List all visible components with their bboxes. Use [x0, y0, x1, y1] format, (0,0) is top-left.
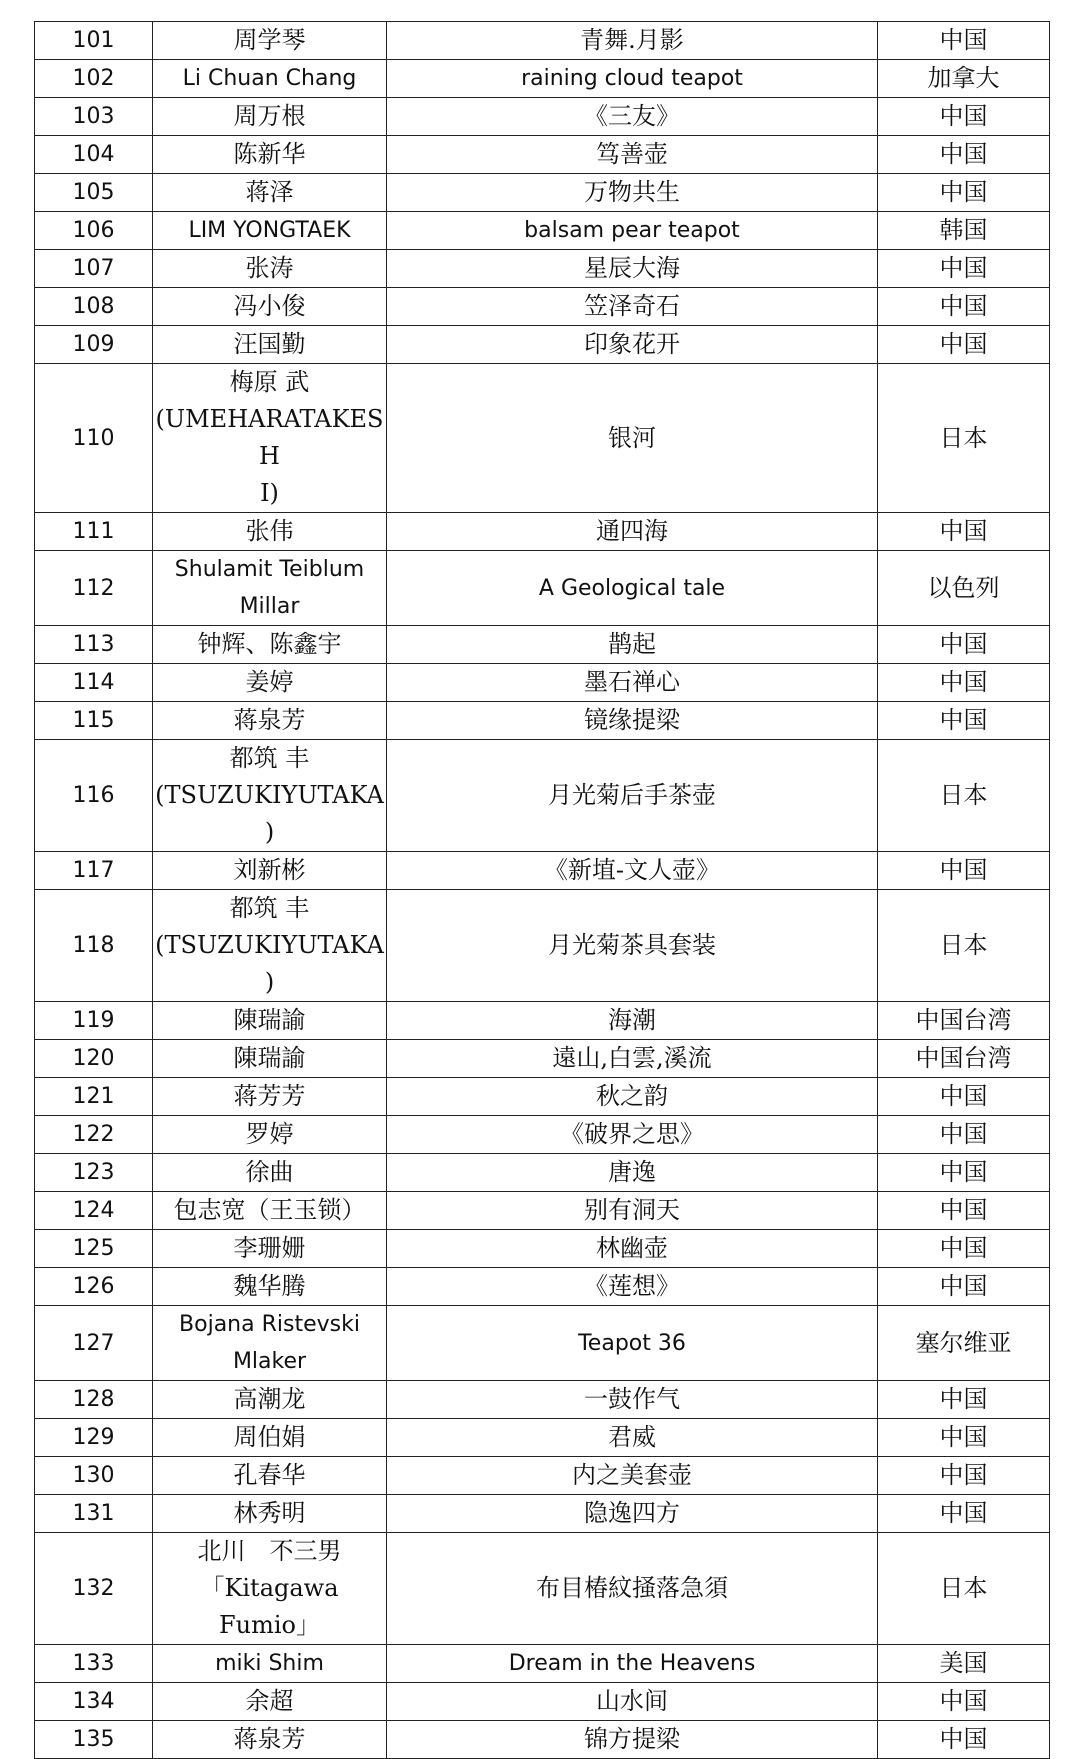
entry-number-cell: 132 — [35, 1533, 153, 1645]
artist-name-cell: 梅原 武 (UMEHARATAKESH I) — [153, 364, 387, 513]
table-row — [35, 1419, 1050, 1457]
artist-name-cell: 北川 不三男 「Kitagawa Fumio」 — [153, 1533, 387, 1645]
country-cell: 中国 — [878, 1683, 1050, 1721]
table-row — [35, 136, 1050, 174]
artist-name-cell: 蒋芳芳 — [153, 1078, 387, 1116]
work-title-cell: 《破界之思》 — [387, 1116, 878, 1154]
entry-number-cell: 134 — [35, 1683, 153, 1721]
table-row — [35, 551, 1050, 626]
table-row — [35, 326, 1050, 364]
artist-name-cell: 高潮龙 — [153, 1381, 387, 1419]
table-row — [35, 212, 1050, 250]
artist-name-cell: 余超 — [153, 1683, 387, 1721]
artist-name-cell: 陈新华 — [153, 136, 387, 174]
country-cell: 中国 — [878, 326, 1050, 364]
table-row — [35, 626, 1050, 664]
country-cell: 中国 — [878, 702, 1050, 740]
artist-name-cell: 魏华腾 — [153, 1268, 387, 1306]
work-title-cell: 鹊起 — [387, 626, 878, 664]
work-title-cell: 隐逸四方 — [387, 1495, 878, 1533]
work-title-cell: 《三友》 — [387, 98, 878, 136]
entry-number-cell: 110 — [35, 364, 153, 513]
artist-name-cell: 蒋泽 — [153, 174, 387, 212]
entry-number-cell: 107 — [35, 250, 153, 288]
work-title-cell: Teapot 36 — [387, 1306, 878, 1381]
artist-name-cell: 蒋泉芳 — [153, 1721, 387, 1759]
artist-name-cell: miki Shim — [153, 1645, 387, 1683]
table-body — [35, 22, 1050, 1759]
country-cell: 中国 — [878, 288, 1050, 326]
country-cell: 中国台湾 — [878, 1040, 1050, 1078]
country-cell: 中国 — [878, 174, 1050, 212]
entry-number-cell: 112 — [35, 551, 153, 626]
country-cell: 中国 — [878, 1381, 1050, 1419]
entry-number-cell: 122 — [35, 1116, 153, 1154]
work-title-cell: A Geological tale — [387, 551, 878, 626]
country-cell: 美国 — [878, 1645, 1050, 1683]
country-cell: 加拿大 — [878, 60, 1050, 98]
country-cell: 日本 — [878, 1533, 1050, 1645]
entry-number-cell: 127 — [35, 1306, 153, 1381]
work-title-cell: 青舞.月影 — [387, 22, 878, 60]
entry-number-cell: 105 — [35, 174, 153, 212]
work-title-cell: 印象花开 — [387, 326, 878, 364]
country-cell: 中国台湾 — [878, 1002, 1050, 1040]
work-title-cell: 锦方提梁 — [387, 1721, 878, 1759]
work-title-cell: 海潮 — [387, 1002, 878, 1040]
artist-name-cell: 周伯娟 — [153, 1419, 387, 1457]
work-title-cell: 一鼓作气 — [387, 1381, 878, 1419]
artist-name-cell: 冯小俊 — [153, 288, 387, 326]
table-row — [35, 852, 1050, 890]
artist-name-cell: 都筑 丰 (TSUZUKIYUTAKA) — [153, 740, 387, 852]
table-row — [35, 1457, 1050, 1495]
table-row — [35, 174, 1050, 212]
work-title-cell: 唐逸 — [387, 1154, 878, 1192]
country-cell: 中国 — [878, 98, 1050, 136]
table-row — [35, 1154, 1050, 1192]
entry-number-cell: 131 — [35, 1495, 153, 1533]
table-row — [35, 1721, 1050, 1759]
entry-number-cell: 120 — [35, 1040, 153, 1078]
work-title-cell: 星辰大海 — [387, 250, 878, 288]
table-row — [35, 1002, 1050, 1040]
country-cell: 中国 — [878, 1192, 1050, 1230]
entry-number-cell: 113 — [35, 626, 153, 664]
entry-number-cell: 125 — [35, 1230, 153, 1268]
work-title-cell: 《莲想》 — [387, 1268, 878, 1306]
table-row — [35, 890, 1050, 1002]
artist-name-cell: 汪国勤 — [153, 326, 387, 364]
work-title-cell: 墨石禅心 — [387, 664, 878, 702]
country-cell: 中国 — [878, 22, 1050, 60]
table-row — [35, 1230, 1050, 1268]
artist-name-cell: 包志宽（王玉锁） — [153, 1192, 387, 1230]
table-row — [35, 1533, 1050, 1645]
artist-name-cell: 张伟 — [153, 513, 387, 551]
table-row — [35, 1078, 1050, 1116]
work-title-cell: balsam pear teapot — [387, 212, 878, 250]
entry-number-cell: 117 — [35, 852, 153, 890]
country-cell: 韩国 — [878, 212, 1050, 250]
table-row — [35, 1268, 1050, 1306]
entry-number-cell: 121 — [35, 1078, 153, 1116]
work-title-cell: Dream in the Heavens — [387, 1645, 878, 1683]
work-title-cell: 布目椿紋掻落急須 — [387, 1533, 878, 1645]
artist-name-cell: 周万根 — [153, 98, 387, 136]
artist-name-cell: 蒋泉芳 — [153, 702, 387, 740]
entry-number-cell: 102 — [35, 60, 153, 98]
artist-name-cell: 钟辉、陈鑫宇 — [153, 626, 387, 664]
table-row — [35, 1306, 1050, 1381]
table-row — [35, 250, 1050, 288]
entry-number-cell: 119 — [35, 1002, 153, 1040]
entry-number-cell: 101 — [35, 22, 153, 60]
country-cell: 中国 — [878, 513, 1050, 551]
work-title-cell: raining cloud teapot — [387, 60, 878, 98]
entry-number-cell: 123 — [35, 1154, 153, 1192]
entry-number-cell: 111 — [35, 513, 153, 551]
country-cell: 中国 — [878, 1419, 1050, 1457]
work-title-cell: 笠泽奇石 — [387, 288, 878, 326]
country-cell: 中国 — [878, 1078, 1050, 1116]
work-title-cell: 笃善壶 — [387, 136, 878, 174]
entry-number-cell: 126 — [35, 1268, 153, 1306]
work-title-cell: 遠山,白雲,溪流 — [387, 1040, 878, 1078]
entry-number-cell: 118 — [35, 890, 153, 1002]
entry-number-cell: 129 — [35, 1419, 153, 1457]
artist-name-cell: 周学琴 — [153, 22, 387, 60]
work-title-cell: 别有洞天 — [387, 1192, 878, 1230]
table-row — [35, 1495, 1050, 1533]
country-cell: 中国 — [878, 1154, 1050, 1192]
table-row — [35, 364, 1050, 513]
country-cell: 以色列 — [878, 551, 1050, 626]
table-row — [35, 664, 1050, 702]
table-row — [35, 1683, 1050, 1721]
artist-name-cell: 徐曲 — [153, 1154, 387, 1192]
work-title-cell: 君威 — [387, 1419, 878, 1457]
artist-name-cell: 陳瑞諭 — [153, 1002, 387, 1040]
country-cell: 日本 — [878, 740, 1050, 852]
country-cell: 中国 — [878, 1268, 1050, 1306]
entry-number-cell: 114 — [35, 664, 153, 702]
table-row — [35, 513, 1050, 551]
entry-number-cell: 115 — [35, 702, 153, 740]
country-cell: 日本 — [878, 890, 1050, 1002]
entry-number-cell: 109 — [35, 326, 153, 364]
country-cell: 中国 — [878, 1116, 1050, 1154]
table-row — [35, 22, 1050, 60]
entry-number-cell: 133 — [35, 1645, 153, 1683]
table-row — [35, 288, 1050, 326]
entry-number-cell: 116 — [35, 740, 153, 852]
entry-number-cell: 135 — [35, 1721, 153, 1759]
entry-number-cell: 104 — [35, 136, 153, 174]
artist-name-cell: LIM YONGTAEK — [153, 212, 387, 250]
table-row — [35, 98, 1050, 136]
country-cell: 中国 — [878, 1721, 1050, 1759]
work-title-cell: 镜缘提梁 — [387, 702, 878, 740]
work-title-cell: 山水间 — [387, 1683, 878, 1721]
artist-name-cell: 姜婷 — [153, 664, 387, 702]
entry-number-cell: 108 — [35, 288, 153, 326]
country-cell: 塞尔维亚 — [878, 1306, 1050, 1381]
country-cell: 中国 — [878, 136, 1050, 174]
artist-name-cell: 陳瑞諭 — [153, 1040, 387, 1078]
entry-number-cell: 128 — [35, 1381, 153, 1419]
artist-name-cell: 都筑 丰 (TSUZUKIYUTAKA) — [153, 890, 387, 1002]
artist-name-cell: 李珊姗 — [153, 1230, 387, 1268]
artist-name-cell: 罗婷 — [153, 1116, 387, 1154]
country-cell: 中国 — [878, 1495, 1050, 1533]
work-title-cell: 月光菊茶具套装 — [387, 890, 878, 1002]
artist-name-cell: Shulamit Teiblum Millar — [153, 551, 387, 626]
work-title-cell: 林幽壶 — [387, 1230, 878, 1268]
table-row — [35, 740, 1050, 852]
artist-name-cell: 刘新彬 — [153, 852, 387, 890]
country-cell: 日本 — [878, 364, 1050, 513]
country-cell: 中国 — [878, 852, 1050, 890]
country-cell: 中国 — [878, 1457, 1050, 1495]
work-title-cell: 月光菊后手茶壶 — [387, 740, 878, 852]
work-title-cell: 万物共生 — [387, 174, 878, 212]
entry-number-cell: 124 — [35, 1192, 153, 1230]
artist-name-cell: 孔春华 — [153, 1457, 387, 1495]
work-title-cell: 《新埴-文人壶》 — [387, 852, 878, 890]
work-title-cell: 秋之韵 — [387, 1078, 878, 1116]
entries-table — [34, 21, 1050, 1759]
artist-name-cell: Bojana Ristevski Mlaker — [153, 1306, 387, 1381]
work-title-cell: 通四海 — [387, 513, 878, 551]
table-row — [35, 1116, 1050, 1154]
entry-number-cell: 103 — [35, 98, 153, 136]
table-row — [35, 1381, 1050, 1419]
artist-name-cell: 张涛 — [153, 250, 387, 288]
country-cell: 中国 — [878, 250, 1050, 288]
work-title-cell: 银河 — [387, 364, 878, 513]
table-row — [35, 702, 1050, 740]
table-row — [35, 1645, 1050, 1683]
country-cell: 中国 — [878, 1230, 1050, 1268]
table-row — [35, 1192, 1050, 1230]
entry-number-cell: 106 — [35, 212, 153, 250]
entry-number-cell: 130 — [35, 1457, 153, 1495]
country-cell: 中国 — [878, 626, 1050, 664]
work-title-cell: 内之美套壶 — [387, 1457, 878, 1495]
table-row — [35, 1040, 1050, 1078]
table-row — [35, 60, 1050, 98]
country-cell: 中国 — [878, 664, 1050, 702]
artist-name-cell: Li Chuan Chang — [153, 60, 387, 98]
artist-name-cell: 林秀明 — [153, 1495, 387, 1533]
